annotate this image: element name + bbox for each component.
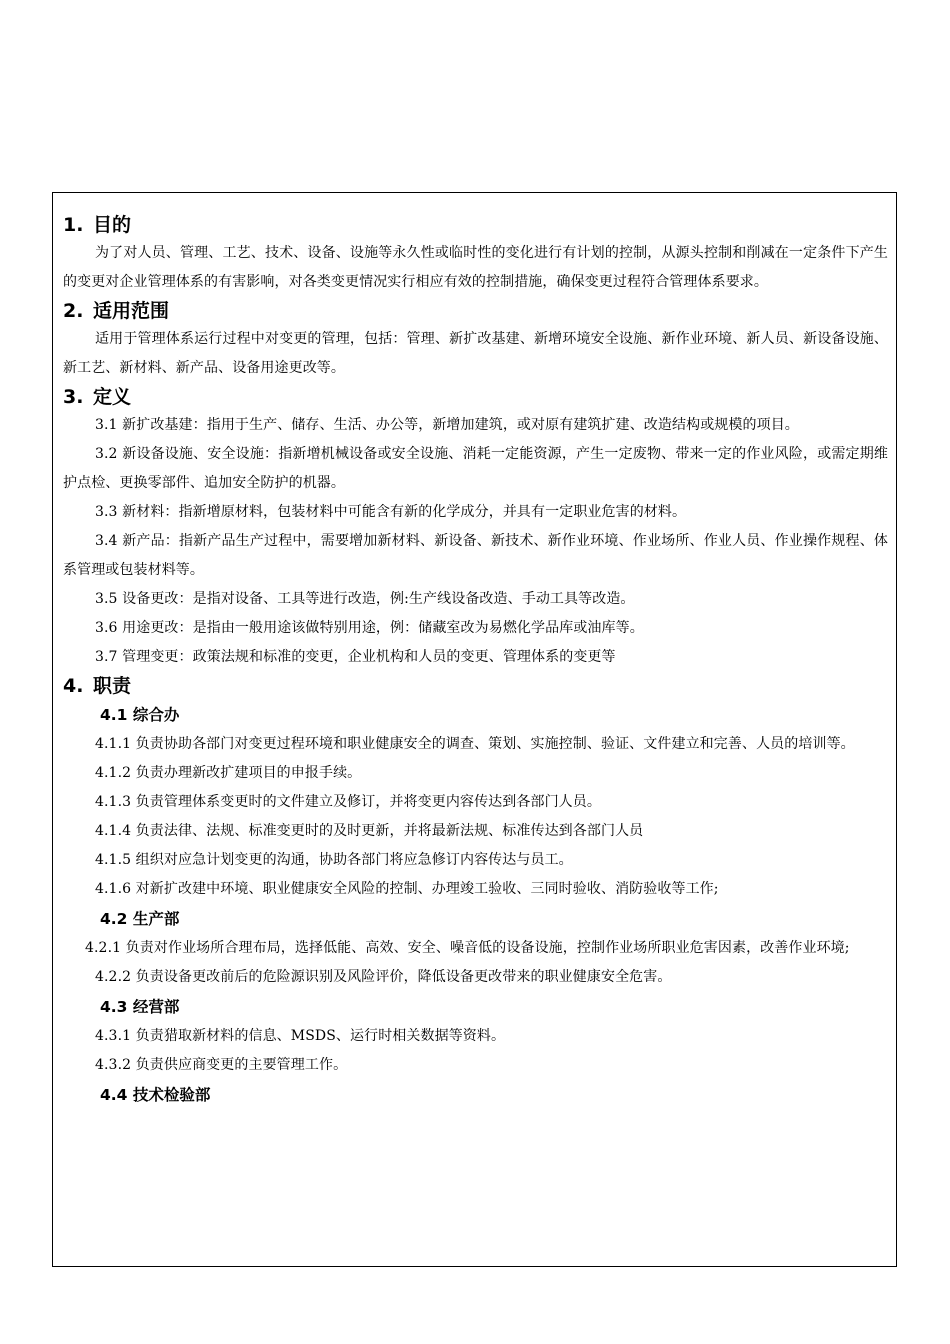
section-heading-definitions: 3. 定义 xyxy=(63,386,132,408)
subsection-heading-operations: 4.3 经营部 xyxy=(100,998,180,1016)
subsection-heading-production: 4.2 生产部 xyxy=(100,910,180,928)
document-frame xyxy=(52,192,897,1267)
responsibility-item: 4.1.1 负责协助各部门对变更过程环境和职业健康安全的调查、策划、实施控制、验证、文件建立和完善、人员的培训等。 xyxy=(95,736,855,752)
responsibility-item: 4.1.3 负责管理体系变更时的文件建立及修订，并将变更内容传达到各部门人员。 xyxy=(95,794,601,810)
definition-item: 3.2 新设备设施、安全设施：指新增机械设备或安全设施、消耗一定能资源，产生一定废物、带来一定的作业风险，或需定期维护点检、更换零部件、追加安全防护的机器。 xyxy=(63,446,888,491)
responsibility-item: 4.3.2 负责供应商变更的主要管理工作。 xyxy=(95,1057,348,1073)
responsibility-item: 4.3.1 负责猎取新材料的信息、MSDS、运行时相关数据等资料。 xyxy=(95,1028,506,1044)
responsibility-item: 4.1.2 负责办理新改扩建项目的申报手续。 xyxy=(95,765,362,781)
definition-item: 3.7 管理变更：政策法规和标准的变更，企业机构和人员的变更、管理体系的变更等 xyxy=(95,649,616,665)
responsibility-item: 4.1.5 组织对应急计划变更的沟通，协助各部门将应急修订内容传达与员工。 xyxy=(95,852,573,868)
definition-item: 3.6 用途更改：是指由一般用途该做特别用途，例：储藏室改为易燃化学品库或油库等。 xyxy=(95,620,644,636)
definition-item: 3.3 新材料：指新增原材料，包装材料中可能含有新的化学成分，并具有一定职业危害的材料。 xyxy=(95,504,687,520)
section-heading-purpose: 1. 目的 xyxy=(63,214,132,236)
responsibility-item: 4.2.1 负责对作业场所合理布局，选择低能、高效、安全、噪音低的设备设施，控制作业场所职业危害因素，改善作业环境; xyxy=(85,940,850,956)
definition-item: 3.5 设备更改：是指对设备、工具等进行改造，例:生产线设备改造、手动工具等改造。 xyxy=(95,591,635,607)
definition-item: 3.4 新产品：指新产品生产过程中，需要增加新材料、新设备、新技术、新作业环境、作业场所、作业人员、作业操作规程、体系管理或包装材料等。 xyxy=(63,533,888,578)
responsibility-item: 4.2.2 负责设备更改前后的危险源识别及风险评价，降低设备更改带来的职业健康安全危害。 xyxy=(95,969,672,985)
section-heading-scope: 2. 适用范围 xyxy=(63,300,170,322)
section-heading-responsibilities: 4. 职责 xyxy=(63,675,132,697)
purpose-paragraph: 为了对人员、管理、工艺、技术、设备、设施等永久性或临时性的变化进行有计划的控制，从源头控制和削减在一定条件下产生的变更对企业管理体系的有害影响，对各类变更情况实行相应有效的控制措施，确保变更过程符合管理体系要求。 xyxy=(63,245,888,290)
subsection-heading-general-office: 4.1 综合办 xyxy=(100,706,180,724)
subsection-heading-technical-inspection: 4.4 技术检验部 xyxy=(100,1086,211,1104)
definition-item: 3.1 新扩改基建：指用于生产、储存、生活、办公等，新增加建筑，或对原有建筑扩建、改造结构或规模的项目。 xyxy=(95,417,799,433)
responsibility-item: 4.1.4 负责法律、法规、标准变更时的及时更新，并将最新法规、标准传达到各部门人员 xyxy=(95,823,644,839)
scope-paragraph: 适用于管理体系运行过程中对变更的管理，包括：管理、新扩改基建、新增环境安全设施、新作业环境、新人员、新设备设施、新工艺、新材料、新产品、设备用途更改等。 xyxy=(63,331,888,376)
document-content xyxy=(63,211,888,1110)
responsibility-item: 4.1.6 对新扩改建中环境、职业健康安全风险的控制、办理竣工验收、三同时验收、消防验收等工作; xyxy=(95,881,719,897)
